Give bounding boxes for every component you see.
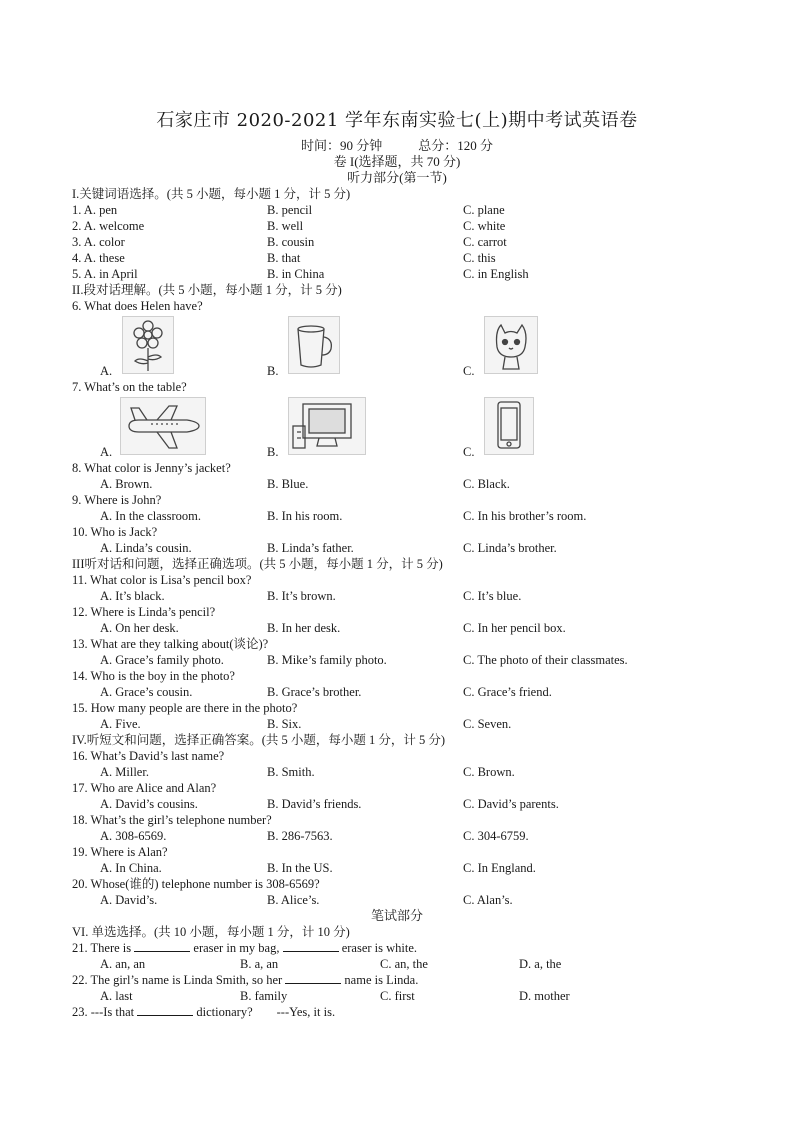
question-stem: 9. Where is John? xyxy=(72,493,162,507)
exam-time: 时间：90 分钟 xyxy=(300,138,383,153)
picture-options-row: A. B. C. xyxy=(0,395,794,460)
phone-icon xyxy=(484,397,534,455)
question-stem: 21. There is eraser in my bag, eraser is white. xyxy=(72,941,418,955)
question-row: A. David’s cousins. B. David’s friends. C. David’s parents. xyxy=(100,797,559,811)
picture-options-row: A. B. C. xyxy=(0,314,794,379)
question-row: 5. A. in April B. in China C. in English xyxy=(72,267,529,281)
answer-blank xyxy=(134,940,190,952)
question-stem: 20. Whose(谁的) telephone number is 308-6569? xyxy=(72,877,320,891)
question-stem: 16. What’s David’s last name? xyxy=(72,749,225,763)
question-row: A. Five. B. Six. C. Seven. xyxy=(100,717,512,731)
question-row: A. In China. B. In the US. C. In England. xyxy=(100,861,536,875)
section-heading: III听对话和问题，选择正确选项。(共 5 小题，每小题 1 分，计 5 分) xyxy=(72,557,443,571)
written-part-heading: 笔试部分 xyxy=(370,908,423,923)
question-stem: 23. ---Is that dictionary? ---Yes, it is. xyxy=(72,1005,336,1019)
question-stem: 18. What’s the girl’s telephone number? xyxy=(72,813,272,827)
question-row: 3. A. color B. cousin C. carrot xyxy=(72,235,507,249)
answer-blank xyxy=(285,972,341,984)
listening-part-heading: 听力部分(第一节) xyxy=(347,170,447,185)
section-heading: II.段对话理解。(共 5 小题，每小题 1 分，计 5 分) xyxy=(72,283,342,297)
section-heading: VI. 单选选择。(共 10 小题，每小题 1 分，计 10 分) xyxy=(72,925,350,939)
question-row: A. Grace’s cousin. B. Grace’s brother. C. Grace’s friend. xyxy=(100,685,552,699)
question-row: A. an, an B. a, an C. an, the D. a, the xyxy=(100,957,562,971)
question-stem: 6. What does Helen have? xyxy=(72,299,203,313)
question-row: A. It’s black. B. It’s brown. C. It’s blue. xyxy=(100,589,522,603)
exam-content xyxy=(0,186,794,1020)
question-row: 4. A. these B. that C. this xyxy=(72,251,496,265)
section-heading: IV.听短文和问题，选择正确答案。(共 5 小题，每小题 1 分，计 5 分) xyxy=(72,733,446,747)
volume-heading: 卷 I(选择题，共 70 分) xyxy=(333,154,461,169)
question-row: A. Linda’s cousin. B. Linda’s father. C. Linda’s brother. xyxy=(100,541,557,555)
cat-icon xyxy=(484,316,538,374)
question-row: A. In the classroom. B. In his room. C. In his brother’s room. xyxy=(100,509,587,523)
question-stem: 15. How many people are there in the photo? xyxy=(72,701,298,715)
question-row: A. David’s. B. Alice’s. C. Alan’s. xyxy=(100,893,513,907)
exam-meta xyxy=(0,138,794,154)
question-stem: 22. The girl’s name is Linda Smith, so her name is Linda. xyxy=(72,973,419,987)
question-stem: 14. Who is the boy in the photo? xyxy=(72,669,235,683)
question-row: A. Miller. B. Smith. C. Brown. xyxy=(100,765,515,779)
question-stem: 10. Who is Jack? xyxy=(72,525,158,539)
section-heading: I.关键词语选择。(共 5 小题，每小题 1 分，计 5 分) xyxy=(72,187,351,201)
answer-blank xyxy=(137,1004,193,1016)
exam-title: 石家庄市 2020-2021 学年东南实验七(上)期中考试英语卷 xyxy=(156,110,638,131)
question-row: 2. A. welcome B. well C. white xyxy=(72,219,506,233)
cup-icon xyxy=(288,316,340,374)
question-row: A. On her desk. B. In her desk. C. In her pencil box. xyxy=(100,621,566,635)
question-row: A. last B. family C. first D. mother xyxy=(100,989,570,1003)
answer-blank xyxy=(283,940,339,952)
question-row: A. Brown. B. Blue. C. Black. xyxy=(100,477,510,491)
computer-icon xyxy=(288,397,366,455)
question-row: 1. A. pen B. pencil C. plane xyxy=(72,203,505,217)
question-row: A. Grace’s family photo. B. Mike’s family photo. C. The photo of their classmates. xyxy=(100,653,628,667)
question-stem: 12. Where is Linda’s pencil? xyxy=(72,605,216,619)
flower-icon xyxy=(122,316,174,374)
question-stem: 7. What’s on the table? xyxy=(72,380,187,394)
question-stem: 19. Where is Alan? xyxy=(72,845,168,859)
question-stem: 11. What color is Lisa’s pencil box? xyxy=(72,573,252,587)
question-stem: 13. What are they talking about(谈论)? xyxy=(72,637,269,651)
airplane-icon xyxy=(120,397,206,455)
question-row: A. 308-6569. B. 286-7563. C. 304-6759. xyxy=(100,829,529,843)
question-stem: 17. Who are Alice and Alan? xyxy=(72,781,217,795)
question-stem: 8. What color is Jenny’s jacket? xyxy=(72,461,231,475)
exam-score: 总分：120 分 xyxy=(418,138,494,153)
